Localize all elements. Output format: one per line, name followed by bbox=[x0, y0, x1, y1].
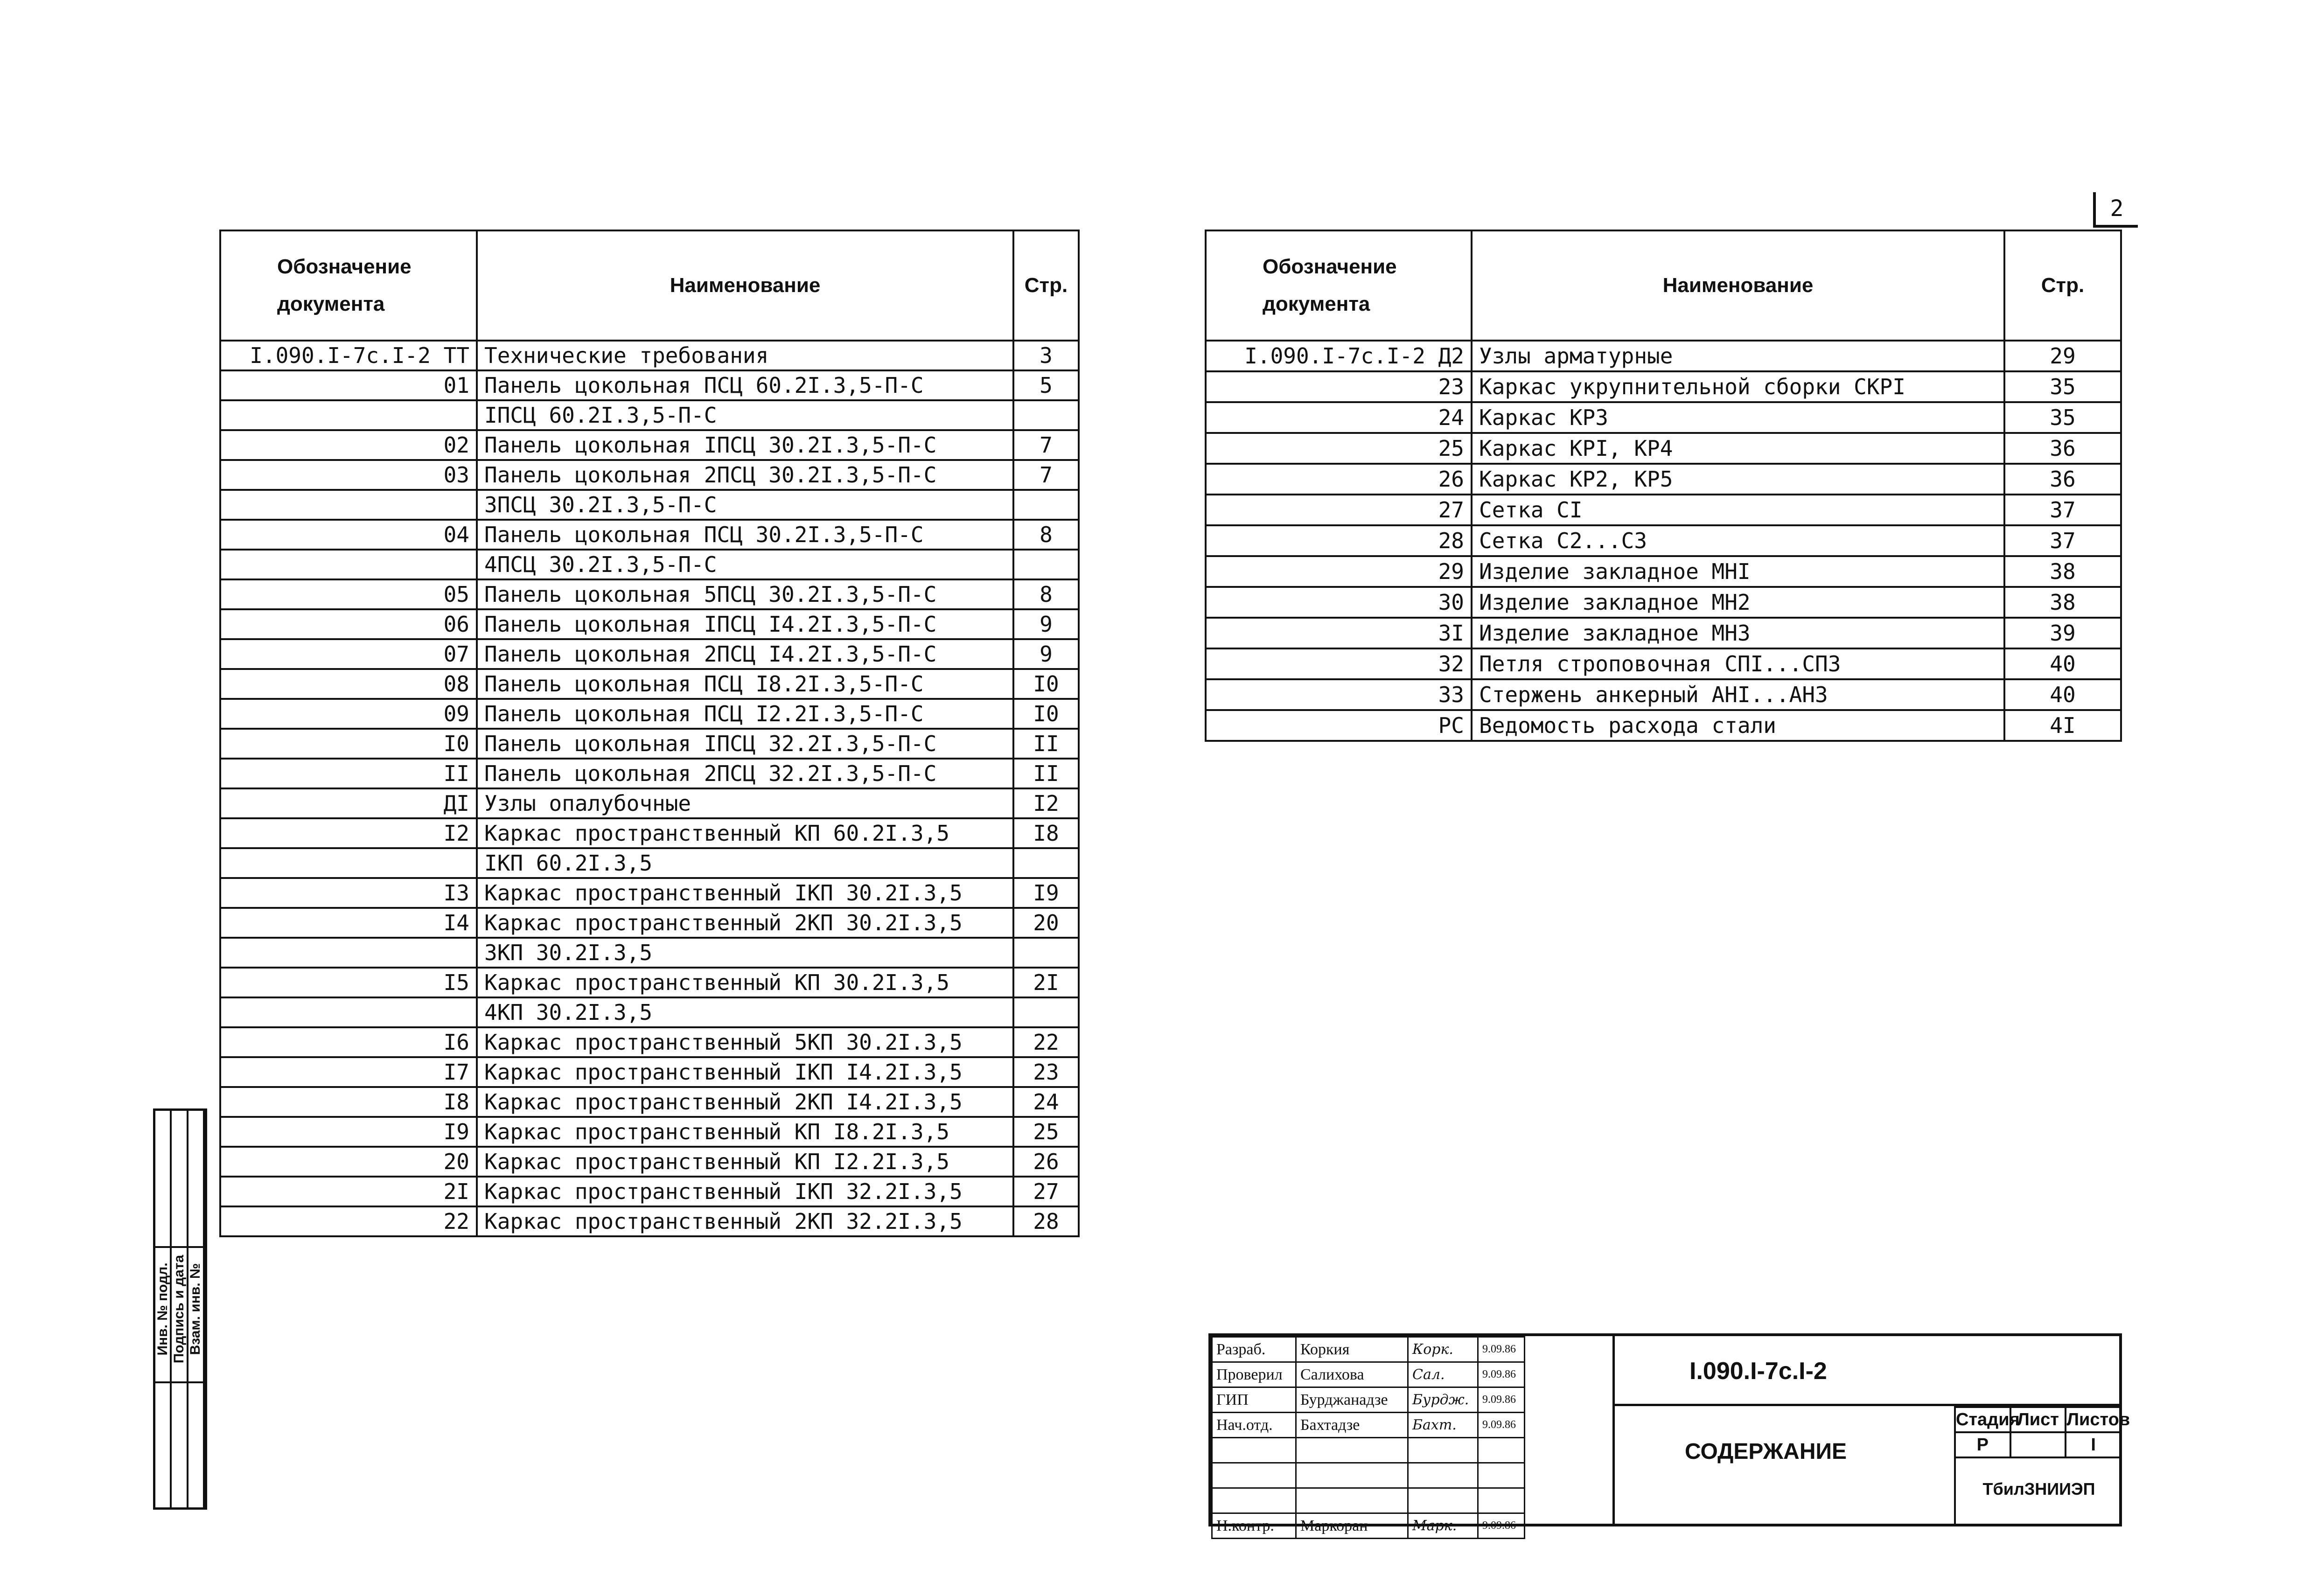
row-designation: I7 bbox=[220, 1057, 477, 1087]
signature-name bbox=[1296, 1488, 1408, 1513]
signature-name: Салихова bbox=[1296, 1362, 1408, 1387]
table-row bbox=[220, 1117, 1079, 1147]
strip-column-signature bbox=[172, 1111, 188, 1507]
header-name: Наименование bbox=[477, 230, 1013, 341]
row-designation: 06 bbox=[220, 609, 477, 639]
signature-row bbox=[1212, 1488, 1581, 1513]
contents-table-left bbox=[219, 230, 1080, 1237]
row-page: 22 bbox=[1013, 1027, 1079, 1057]
signature-mark bbox=[1408, 1463, 1478, 1488]
row-name: IПСЦ 60.2I.3,5-П-С bbox=[477, 400, 1013, 430]
row-page: 9 bbox=[1013, 639, 1079, 669]
row-designation bbox=[220, 938, 477, 968]
signature-role: Н.контр. bbox=[1212, 1513, 1296, 1539]
table-row bbox=[220, 1057, 1079, 1087]
signature-role: Проверил bbox=[1212, 1362, 1296, 1387]
row-designation: 09 bbox=[220, 699, 477, 729]
row-designation bbox=[220, 997, 477, 1027]
header-page: Стр. bbox=[1013, 230, 1079, 341]
row-designation: 26 bbox=[1206, 464, 1472, 495]
approval-strip bbox=[153, 1108, 207, 1510]
table-row bbox=[1206, 618, 2121, 648]
row-name: Панель цокольная 5ПСЦ 30.2I.3,5-П-С bbox=[477, 579, 1013, 609]
row-designation bbox=[220, 550, 477, 579]
row-page: I8 bbox=[1013, 818, 1079, 848]
row-name: Каркас КР2, КР5 bbox=[1472, 464, 2004, 495]
row-name: Каркас КР3 bbox=[1472, 402, 2004, 433]
header-designation: Обозначение документа bbox=[220, 230, 477, 341]
sheets-value: I bbox=[2066, 1432, 2121, 1457]
signature-role: Разраб. bbox=[1212, 1337, 1296, 1362]
row-designation: 22 bbox=[220, 1206, 477, 1236]
table-row bbox=[220, 400, 1079, 430]
table-row bbox=[220, 370, 1079, 400]
row-designation bbox=[220, 400, 477, 430]
stage-value: Р bbox=[1955, 1432, 2010, 1457]
row-designation: 08 bbox=[220, 669, 477, 699]
table-row bbox=[220, 848, 1079, 878]
signature-mark bbox=[1408, 1488, 1478, 1513]
row-page: 35 bbox=[2004, 402, 2121, 433]
row-page: 26 bbox=[1013, 1147, 1079, 1177]
signature-date: 9.09.86 bbox=[1478, 1362, 1525, 1387]
row-name: Панель цокольная ПСЦ I8.2I.3,5-П-С bbox=[477, 669, 1013, 699]
signature-date: 9.09.86 bbox=[1478, 1513, 1525, 1539]
row-page: 8 bbox=[1013, 579, 1079, 609]
row-name: Панель цокольная IПСЦ 30.2I.3,5-П-С bbox=[477, 430, 1013, 460]
row-page bbox=[1013, 997, 1079, 1027]
row-designation: I8 bbox=[220, 1087, 477, 1117]
table-row bbox=[1206, 464, 2121, 495]
sheet-number: 2 bbox=[2093, 192, 2138, 228]
row-page: 38 bbox=[2004, 587, 2121, 618]
table-row bbox=[220, 938, 1079, 968]
document-code: I.090.I-7c.I-2 bbox=[1612, 1336, 2122, 1406]
row-name: Каркас пространственный IКП I4.2I.3,5 bbox=[477, 1057, 1013, 1087]
table-row bbox=[220, 341, 1079, 370]
signature-role: Нач.отд. bbox=[1212, 1413, 1296, 1438]
row-designation: I6 bbox=[220, 1027, 477, 1057]
row-page bbox=[1013, 848, 1079, 878]
table-row bbox=[1206, 556, 2121, 587]
row-page: 35 bbox=[2004, 371, 2121, 402]
signature-role: ГИП bbox=[1212, 1387, 1296, 1413]
row-name: Каркас пространственный 2КП 32.2I.3,5 bbox=[477, 1206, 1013, 1236]
row-page: I9 bbox=[1013, 878, 1079, 908]
table-row bbox=[220, 818, 1079, 848]
table-row bbox=[220, 908, 1079, 938]
row-name: Каркас пространственный IКП 32.2I.3,5 bbox=[477, 1177, 1013, 1206]
row-designation: 29 bbox=[1206, 556, 1472, 587]
signature-name: Бурджанадзе bbox=[1296, 1387, 1408, 1413]
row-page: 25 bbox=[1013, 1117, 1079, 1147]
row-name: 3ПСЦ 30.2I.3,5-П-С bbox=[477, 490, 1013, 520]
row-page: I0 bbox=[1013, 699, 1079, 729]
signature-row bbox=[1212, 1438, 1581, 1463]
row-name: Панель цокольная IПСЦ 32.2I.3,5-П-С bbox=[477, 729, 1013, 759]
table-row bbox=[1206, 402, 2121, 433]
row-designation: 07 bbox=[220, 639, 477, 669]
row-designation: 25 bbox=[1206, 433, 1472, 464]
signature-name: Маркоран bbox=[1296, 1513, 1408, 1539]
signature-row bbox=[1212, 1413, 1581, 1438]
table-row bbox=[220, 639, 1079, 669]
row-name: Каркас пространственный КП 60.2I.3,5 bbox=[477, 818, 1013, 848]
row-designation: 2I bbox=[220, 1177, 477, 1206]
row-designation: 01 bbox=[220, 370, 477, 400]
sheet-value bbox=[2010, 1432, 2066, 1457]
row-name: Каркас пространственный IКП 30.2I.3,5 bbox=[477, 878, 1013, 908]
row-designation: 20 bbox=[220, 1147, 477, 1177]
row-page: 38 bbox=[2004, 556, 2121, 587]
table-row bbox=[220, 1206, 1079, 1236]
row-page: 24 bbox=[1013, 1087, 1079, 1117]
table-row bbox=[220, 729, 1079, 759]
row-page: 2I bbox=[1013, 968, 1079, 997]
row-name: 4КП 30.2I.3,5 bbox=[477, 997, 1013, 1027]
row-name: Каркас пространственный 5КП 30.2I.3,5 bbox=[477, 1027, 1013, 1057]
row-page: 23 bbox=[1013, 1057, 1079, 1087]
row-name: Технические требования bbox=[477, 341, 1013, 370]
row-name: Изделие закладное МН2 bbox=[1472, 587, 2004, 618]
row-name: Каркас пространственный 2КП 30.2I.3,5 bbox=[477, 908, 1013, 938]
title-block bbox=[1208, 1333, 2130, 1534]
table-row bbox=[220, 520, 1079, 550]
table-row bbox=[1206, 433, 2121, 464]
row-name: Каркас укрупнительной сборки СКРI bbox=[1472, 371, 2004, 402]
row-designation: 33 bbox=[1206, 679, 1472, 710]
row-page: 8 bbox=[1013, 520, 1079, 550]
table-row bbox=[1206, 341, 2121, 371]
row-designation: I2 bbox=[220, 818, 477, 848]
row-designation: I5 bbox=[220, 968, 477, 997]
table-row bbox=[220, 669, 1079, 699]
row-designation: 30 bbox=[1206, 587, 1472, 618]
signature-mark: Марк. bbox=[1408, 1513, 1478, 1539]
row-page: 36 bbox=[2004, 464, 2121, 495]
row-designation: I.090.I-7c.I-2 Д2 bbox=[1206, 341, 1472, 371]
row-page: 9 bbox=[1013, 609, 1079, 639]
row-page: 36 bbox=[2004, 433, 2121, 464]
row-page: 40 bbox=[2004, 648, 2121, 679]
signature-date: 9.09.86 bbox=[1478, 1337, 1525, 1362]
table-row bbox=[220, 878, 1079, 908]
signature-name bbox=[1296, 1463, 1408, 1488]
strip-label-replaced: Взам. инв. № bbox=[188, 1263, 203, 1355]
sheets-header: Листов bbox=[2066, 1407, 2121, 1432]
row-page: 27 bbox=[1013, 1177, 1079, 1206]
row-page: 7 bbox=[1013, 460, 1079, 490]
table-row bbox=[220, 788, 1079, 818]
table-row bbox=[220, 968, 1079, 997]
row-page: 5 bbox=[1013, 370, 1079, 400]
table-row bbox=[220, 1027, 1079, 1057]
row-page bbox=[1013, 550, 1079, 579]
row-page bbox=[1013, 400, 1079, 430]
row-designation: 24 bbox=[1206, 402, 1472, 433]
table-row bbox=[1206, 525, 2121, 556]
row-page: 29 bbox=[2004, 341, 2121, 371]
strip-label-inventory: Инв. № подл. bbox=[154, 1262, 170, 1356]
strip-divider bbox=[155, 1381, 205, 1383]
row-name: Каркас КРI, КР4 bbox=[1472, 433, 2004, 464]
strip-label-signature: Подпись и дата bbox=[171, 1254, 187, 1364]
signature-row bbox=[1212, 1513, 1581, 1539]
row-page: 7 bbox=[1013, 430, 1079, 460]
table-row bbox=[220, 579, 1079, 609]
table-row bbox=[220, 759, 1079, 788]
signature-date bbox=[1478, 1463, 1525, 1488]
signature-mark: Бахт. bbox=[1408, 1413, 1478, 1438]
table-row bbox=[220, 1087, 1079, 1117]
stage-header: Стадия bbox=[1955, 1407, 2010, 1432]
row-designation bbox=[220, 490, 477, 520]
header-page: Стр. bbox=[2004, 230, 2121, 341]
signature-name: Бахтадзе bbox=[1296, 1413, 1408, 1438]
signature-date bbox=[1478, 1438, 1525, 1463]
header-name: Наименование bbox=[1472, 230, 2004, 341]
row-name: Панель цокольная 2ПСЦ 30.2I.3,5-П-С bbox=[477, 460, 1013, 490]
row-page: I2 bbox=[1013, 788, 1079, 818]
row-name: Ведомость расхода стали bbox=[1472, 710, 2004, 741]
row-name: Каркас пространственный КП I8.2I.3,5 bbox=[477, 1117, 1013, 1147]
signature-mark: Корк. bbox=[1408, 1337, 1478, 1362]
signature-row bbox=[1212, 1337, 1581, 1362]
table-row bbox=[220, 430, 1079, 460]
row-name: Сетка СI bbox=[1472, 495, 2004, 525]
signature-mark bbox=[1408, 1438, 1478, 1463]
sheet-header: Лист bbox=[2010, 1407, 2066, 1432]
row-page: 3 bbox=[1013, 341, 1079, 370]
row-designation: I0 bbox=[220, 729, 477, 759]
row-name: Панель цокольная ПСЦ I2.2I.3,5-П-С bbox=[477, 699, 1013, 729]
row-designation: ДI bbox=[220, 788, 477, 818]
row-name: Узлы арматурные bbox=[1472, 341, 2004, 371]
row-name: Изделие закладное МН3 bbox=[1472, 618, 2004, 648]
row-name: Каркас пространственный КП 30.2I.3,5 bbox=[477, 968, 1013, 997]
signature-role bbox=[1212, 1463, 1296, 1488]
contents-table-right bbox=[1205, 230, 2122, 742]
row-designation: I3 bbox=[220, 878, 477, 908]
stage-table bbox=[1954, 1406, 2130, 1458]
table-row bbox=[220, 1147, 1079, 1177]
row-designation: I.090.I-7c.I-2 ТТ bbox=[220, 341, 477, 370]
row-name: Изделие закладное МНI bbox=[1472, 556, 2004, 587]
row-name: Каркас пространственный КП I2.2I.3,5 bbox=[477, 1147, 1013, 1177]
signature-mark: Сал. bbox=[1408, 1362, 1478, 1387]
table-row bbox=[220, 609, 1079, 639]
row-name: Панель цокольная ПСЦ 60.2I.3,5-П-С bbox=[477, 370, 1013, 400]
table-row bbox=[1206, 587, 2121, 618]
row-designation: 28 bbox=[1206, 525, 1472, 556]
signature-name: Коркия bbox=[1296, 1337, 1408, 1362]
row-page: 28 bbox=[1013, 1206, 1079, 1236]
table-row bbox=[220, 997, 1079, 1027]
row-designation: 02 bbox=[220, 430, 477, 460]
document-title: СОДЕРЖАНИЕ bbox=[1612, 1406, 1954, 1524]
table-row bbox=[1206, 679, 2121, 710]
row-designation: 04 bbox=[220, 520, 477, 550]
signature-role bbox=[1212, 1438, 1296, 1463]
row-name: IКП 60.2I.3,5 bbox=[477, 848, 1013, 878]
table-row bbox=[1206, 710, 2121, 741]
row-designation: I9 bbox=[220, 1117, 477, 1147]
row-designation: 3I bbox=[1206, 618, 1472, 648]
row-page: 39 bbox=[2004, 618, 2121, 648]
row-name: Панель цокольная ПСЦ 30.2I.3,5-П-С bbox=[477, 520, 1013, 550]
row-page: 4I bbox=[2004, 710, 2121, 741]
row-page bbox=[1013, 490, 1079, 520]
row-name: Панель цокольная IПСЦ I4.2I.3,5-П-С bbox=[477, 609, 1013, 639]
signature-row bbox=[1212, 1387, 1581, 1413]
table-row bbox=[1206, 495, 2121, 525]
table-row bbox=[1206, 371, 2121, 402]
row-name: 4ПСЦ 30.2I.3,5-П-С bbox=[477, 550, 1013, 579]
header-designation: Обозначение документа bbox=[1206, 230, 1472, 341]
signature-row bbox=[1212, 1362, 1581, 1387]
row-name: Каркас пространственный 2КП I4.2I.3,5 bbox=[477, 1087, 1013, 1117]
signature-role bbox=[1212, 1488, 1296, 1513]
row-designation: II bbox=[220, 759, 477, 788]
table-row bbox=[220, 490, 1079, 520]
row-name: Стержень анкерный АНI...АН3 bbox=[1472, 679, 2004, 710]
row-page: II bbox=[1013, 759, 1079, 788]
row-page: 40 bbox=[2004, 679, 2121, 710]
row-name: 3КП 30.2I.3,5 bbox=[477, 938, 1013, 968]
signature-mark: Бурдж. bbox=[1408, 1387, 1478, 1413]
row-name: Узлы опалубочные bbox=[477, 788, 1013, 818]
strip-divider bbox=[155, 1246, 205, 1248]
row-name: Сетка С2...С3 bbox=[1472, 525, 2004, 556]
table-row bbox=[220, 460, 1079, 490]
row-page: II bbox=[1013, 729, 1079, 759]
row-name: Панель цокольная 2ПСЦ 32.2I.3,5-П-С bbox=[477, 759, 1013, 788]
row-designation bbox=[220, 848, 477, 878]
row-designation: РС bbox=[1206, 710, 1472, 741]
table-row bbox=[220, 1177, 1079, 1206]
signature-date: 9.09.86 bbox=[1478, 1387, 1525, 1413]
row-name: Петля строповочная СПI...СП3 bbox=[1472, 648, 2004, 679]
strip-column-replaced bbox=[188, 1111, 205, 1507]
strip-column-inventory bbox=[155, 1111, 172, 1507]
table-row bbox=[1206, 648, 2121, 679]
row-page: 20 bbox=[1013, 908, 1079, 938]
row-page: I0 bbox=[1013, 669, 1079, 699]
row-designation: 27 bbox=[1206, 495, 1472, 525]
row-designation: 23 bbox=[1206, 371, 1472, 402]
row-designation: 05 bbox=[220, 579, 477, 609]
signature-date bbox=[1478, 1488, 1525, 1513]
signature-date: 9.09.86 bbox=[1478, 1413, 1525, 1438]
row-designation: 32 bbox=[1206, 648, 1472, 679]
organization-name: ТбилЗНИИЭП bbox=[1954, 1455, 2122, 1524]
row-name: Панель цокольная 2ПСЦ I4.2I.3,5-П-С bbox=[477, 639, 1013, 669]
row-designation: 03 bbox=[220, 460, 477, 490]
row-page: 37 bbox=[2004, 525, 2121, 556]
row-page: 37 bbox=[2004, 495, 2121, 525]
signature-name bbox=[1296, 1438, 1408, 1463]
row-page bbox=[1013, 938, 1079, 968]
signature-row bbox=[1212, 1463, 1581, 1488]
table-row bbox=[220, 699, 1079, 729]
signature-table bbox=[1211, 1336, 1581, 1539]
row-designation: I4 bbox=[220, 908, 477, 938]
table-row bbox=[220, 550, 1079, 579]
